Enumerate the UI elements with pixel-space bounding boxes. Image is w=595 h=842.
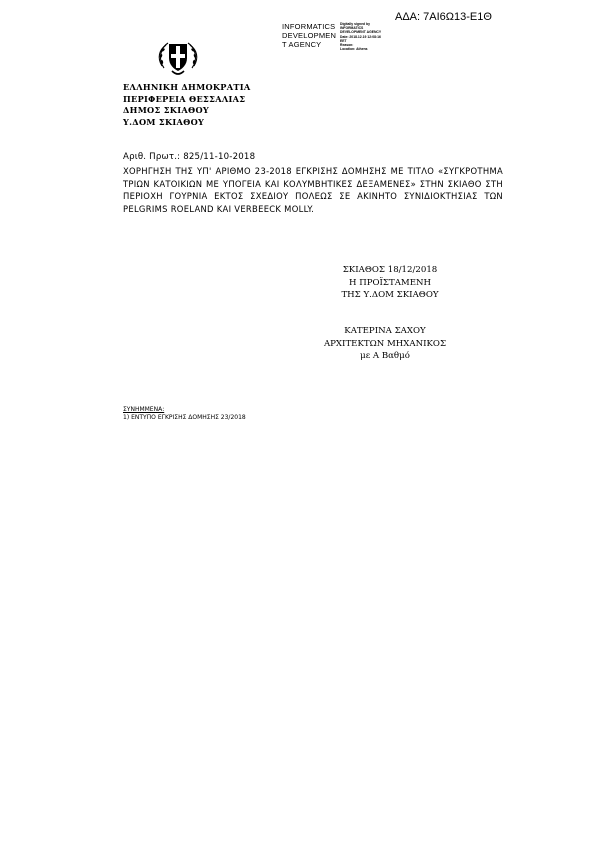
digital-signature-stamp [282,22,336,49]
place-date: ΣΚΙΑΘΟΣ 18/12/2018 [342,265,438,275]
issuer-header [123,82,251,128]
stamp-line-3: T AGENCY [282,40,322,49]
stamp-detail-line: INFORMATICS [340,26,364,31]
signatory-office: ΤΗΣ Υ.ΔΟΜ ΣΚΙΑΘΟΥ [341,290,439,301]
header-office: Υ.ΔΟΜ ΣΚΙΑΘΟΥ [123,116,205,127]
stamp-detail-line: EET [340,38,347,43]
ada-code: ΑΔΑ: 7ΑΙ6Ω13-Ε1Θ [395,11,492,23]
signatory-block [300,325,470,363]
stamp-detail-line: DEVELOPMENT AGENCY [340,30,382,35]
attachment-item: 1) ΕΝΤΥΠΟ ΕΓΚΡΙΣΗΣ ΔΟΜΗΣΗΣ 23/2018 [123,414,246,421]
stamp-detail-line: Date: 2018.12.19 12:08:16 [340,34,381,39]
signatory-grade: με Α Βαθμό [360,351,410,362]
document-subject: ΧΟΡΗΓΗΣΗ ΤΗΣ ΥΠ' ΑΡΙΘΜΟ 23-2018 ΕΓΚΡΙΣΗΣ ΔΟΜΗΣΗΣ ΜΕ ΤΙΤΛΟ «ΣΥΓΚΡΟΤΗΜΑ ΤΡΙΩΝ ΚΑΤΟΙΚΙΩΝ ΜΕ ΥΠΟΓΕΙΑ ΚΑΙ ΚΟΛΥΜΒΗΤΙΚΕΣ ΔΕΞΑΜΕΝΕΣ» ΣΤΗΝ ΣΚΙΑΘΟ ΣΤΗ ΠΕΡΙΟΧΗ ΓΟΥΡΝΙΑ ΕΚΤΟΣ ΣΧΕΔΙΟΥ ΠΟΛΕΩΣ ΣΕ ΑΚΙΝΗΤΟ ΣΥΝΙΔΙΟΚΤΗΣΙΑΣ ΤΩΝ PELGRIMS ROELAND ΚΑΙ VERBEECK MOLLY. [123,166,503,214]
greek-coat-of-arms-emblem [156,38,200,80]
stamp-details [340,22,381,51]
signatory-title: ΑΡΧΙΤΕΚΤΩΝ ΜΗΧΑΝΙΚΟΣ [323,338,447,349]
stamp-detail-line: Location: Athens [340,47,368,52]
signatory-name: ΚΑΤΕΡΙΝΑ ΣΑΧΟΥ [344,326,426,336]
protocol-number: Αριθ. Πρωτ.: 825/11-10-2018 [123,152,256,162]
stamp-line-2: DEVELOPMEN [282,31,337,40]
header-republic: ΕΛΛΗΝΙΚΗ ΔΗΜΟΚΡΑΤΙΑ [123,82,251,92]
header-region: ΠΕΡΙΦΕΡΕΙΑ ΘΕΣΣΑΛΙΑΣ [123,93,246,104]
stamp-detail-line: Digitally signed by [340,22,370,26]
stamp-detail-line: Reason: [340,43,354,48]
signature-block [320,264,460,302]
signatory-role: Η ΠΡΟΪΣΤΑΜΕΝΗ [348,277,432,288]
attachments-section [123,406,246,422]
attachments-title: ΣΥΝΗΜΜΕΝΑ: [123,406,165,413]
header-municipality: ΔΗΜΟΣ ΣΚΙΑΘΟΥ [123,105,210,116]
stamp-line-1: INFORMATICS [282,22,336,31]
